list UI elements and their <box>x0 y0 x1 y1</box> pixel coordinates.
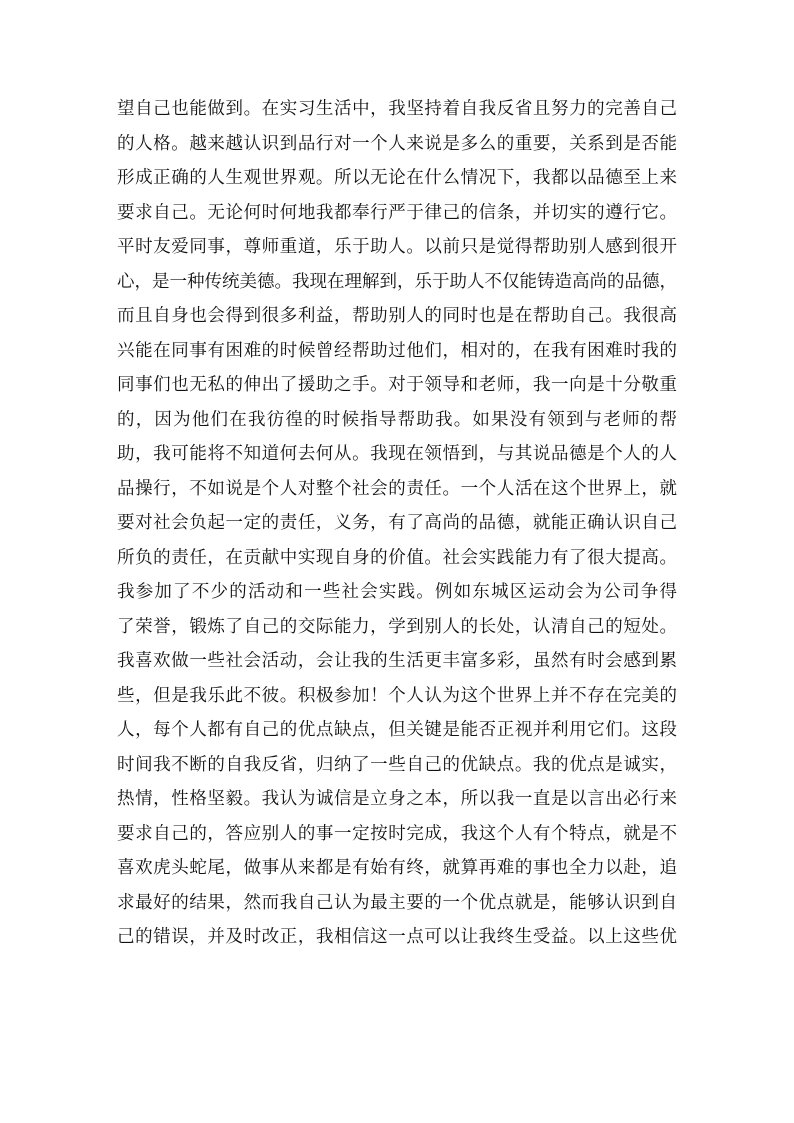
text-line: 人，每个人都有自己的优点缺点，但关键是能否正视并利用它们。这段 <box>117 720 677 740</box>
text-line: 我喜欢做一些社会活动，会让我的生活更丰富多彩，虽然有时会感到累 <box>117 651 677 671</box>
text-line: 要求自己。无论何时何地我都奉行严于律己的信条，并切实的遵行它。 <box>117 202 677 223</box>
text-line: 求最好的结果，然而我自己认为最主要的一个优点就是，能够认识到自 <box>117 892 677 913</box>
text-line: 些，但是我乐此不彼。积极参加！个人认为这个世界上并不存在完美的 <box>117 685 677 706</box>
text-line: 所负的责任，在贡献中实现自身的价值。社会实践能力有了很大提高。 <box>117 547 677 568</box>
text-line: 望自己也能做到。在实习生活中，我坚持着自我反省且努力的完善自己 <box>117 99 677 119</box>
text-line: 同事们也无私的伸出了援助之手。对于领导和老师，我一向是十分敬重 <box>117 375 677 395</box>
text-line: 时间我不断的自我反省，归纳了一些自己的优缺点。我的优点是诚实， <box>117 754 677 775</box>
body-text <box>117 92 677 955</box>
text-line: 要对社会负起一定的责任，义务，有了高尚的品德，就能正确认识自己 <box>117 513 677 533</box>
text-line: 心，是一种传统美德。我现在理解到，乐于助人不仅能铸造高尚的品德， <box>117 271 677 292</box>
text-line: 的人格。越来越认识到品行对一个人来说是多么的重要，关系到是否能 <box>117 133 677 154</box>
text-line: 我参加了不少的活动和一些社会实践。例如东城区运动会为公司争得 <box>117 582 677 602</box>
text-line: 平时友爱同事，尊师重道，乐于助人。以前只是觉得帮助别人感到很开 <box>117 237 677 257</box>
text-line: 己的错误，并及时改正，我相信这一点可以让我终生受益。以上这些优 <box>117 927 677 947</box>
text-line: 而且自身也会得到很多利益，帮助别人的同时也是在帮助自己。我很高 <box>117 306 677 326</box>
text-line: 的，因为他们在我彷徨的时候指导帮助我。如果没有领到与老师的帮 <box>117 409 677 430</box>
text-line: 品操行，不如说是个人对整个社会的责任。一个人活在这个世界上，就 <box>117 478 677 499</box>
text-line: 喜欢虎头蛇尾，做事从来都是有始有终，就算再难的事也全力以赴，追 <box>117 858 677 878</box>
text-line: 了荣誉，锻炼了自己的交际能力，学到别人的长处，认清自己的短处。 <box>117 616 677 637</box>
text-line: 要求自己的，答应别人的事一定按时完成，我这个人有个特点，就是不 <box>117 823 677 844</box>
text-line: 热情，性格坚毅。我认为诚信是立身之本，所以我一直是以言出必行来 <box>117 789 677 809</box>
text-line: 助，我可能将不知道何去何从。我现在领悟到，与其说品德是个人的人 <box>117 444 677 464</box>
text-line: 兴能在同事有困难的时候曾经帮助过他们，相对的，在我有困难时我的 <box>117 340 677 361</box>
text-line: 形成正确的人生观世界观。所以无论在什么情况下，我都以品德至上来 <box>117 168 677 188</box>
